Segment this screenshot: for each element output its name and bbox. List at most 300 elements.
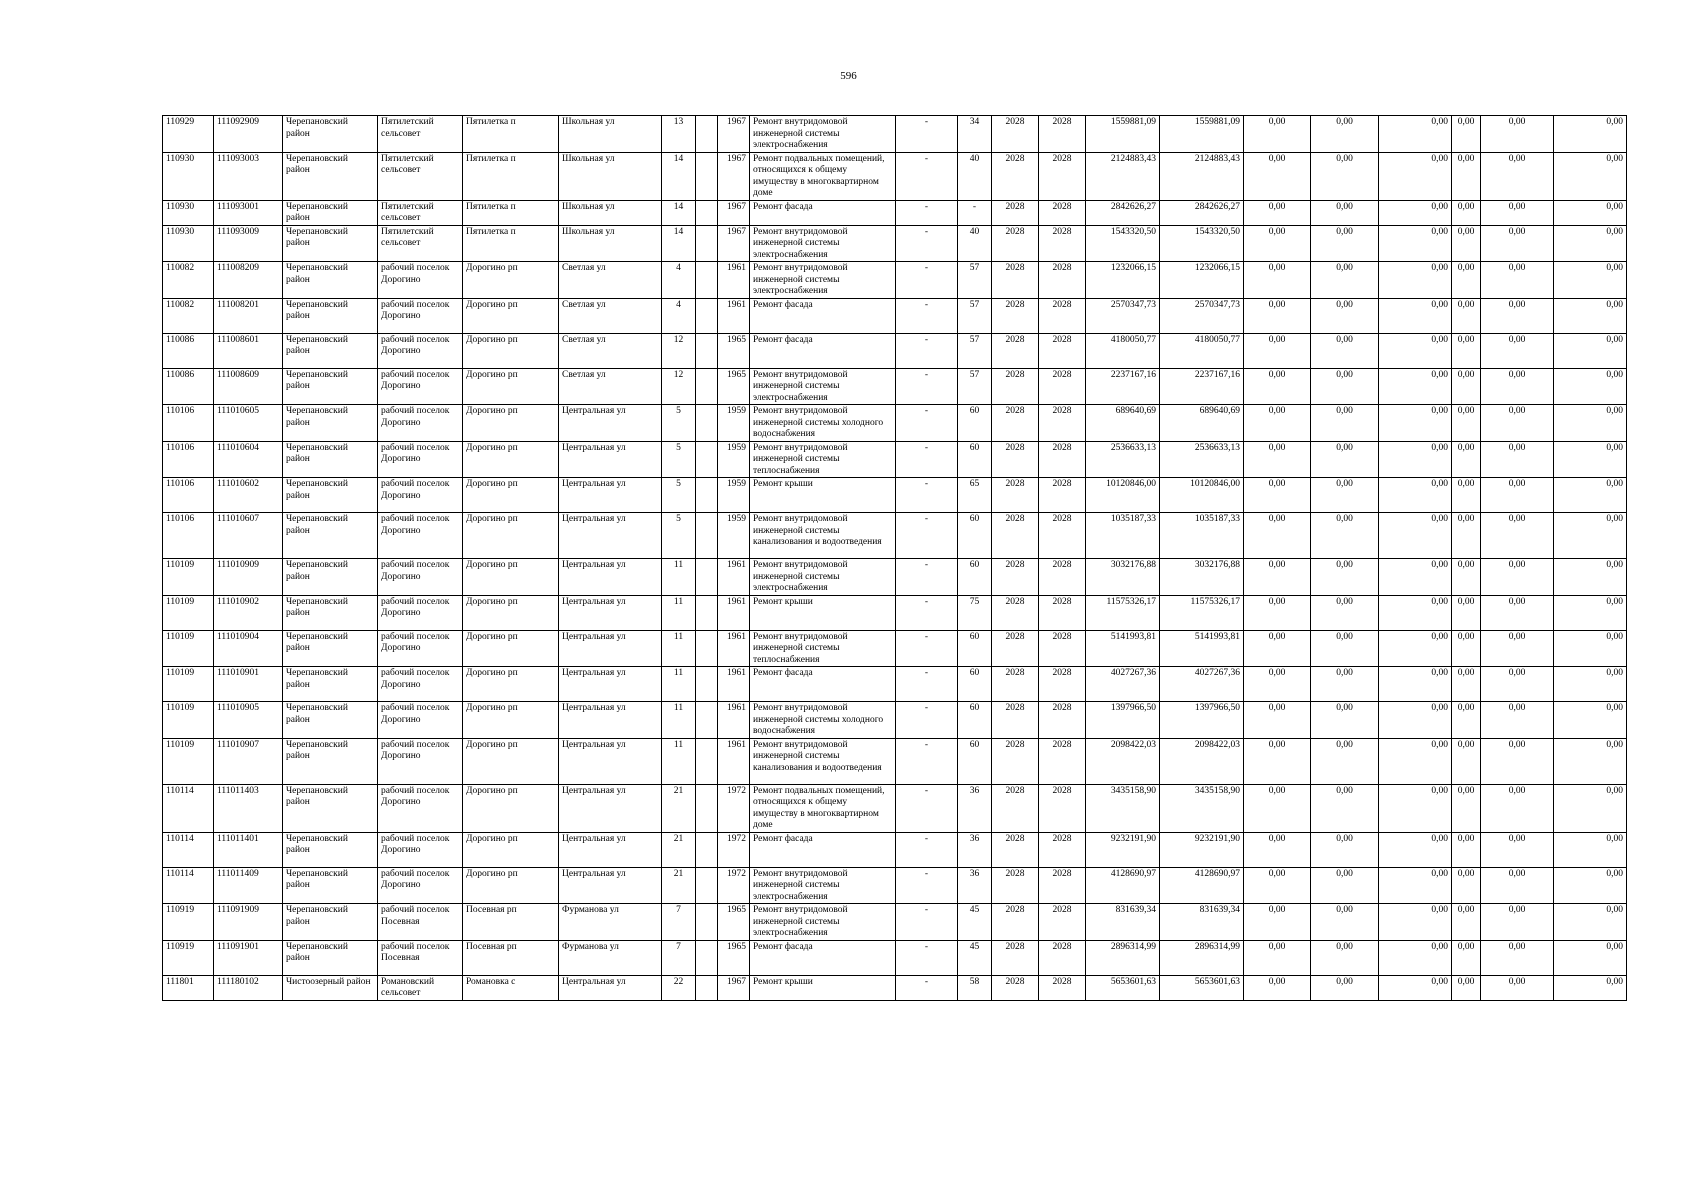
cell-district: Черепановский район: [283, 940, 378, 975]
cell-street: Центральная ул: [559, 784, 662, 832]
cell-settlement: Дорогино рп: [463, 867, 559, 904]
cell-plan-year-end: 2028: [1039, 832, 1086, 867]
cell-cost-fund: 831639,34: [1160, 904, 1244, 941]
cell-cost-regional: 0,00: [1311, 513, 1379, 559]
cell-municipality: Пятилетский сельсовет: [378, 225, 463, 262]
cell-cost-other-2: 0,00: [1554, 940, 1627, 975]
cell-work-type: Ремонт фасада: [750, 940, 896, 975]
cell-cost-regional: 0,00: [1311, 152, 1379, 200]
cell-cost-fund: 2124883,43: [1160, 152, 1244, 200]
cell-cost-other-1: 0,00: [1481, 667, 1554, 702]
cell-element-id: 111010607: [214, 513, 283, 559]
cell-settlement: Дорогино рп: [463, 595, 559, 630]
table-row: [163, 667, 1627, 702]
register-body: [163, 116, 1627, 1001]
cell-house-number: 14: [662, 152, 696, 200]
cell-plan-year-end: 2028: [1039, 478, 1086, 513]
cell-col-dash: -: [896, 200, 958, 225]
cell-element-id: 111008201: [214, 298, 283, 333]
cell-cost-fund: 9232191,90: [1160, 832, 1244, 867]
cell-cost-other-1: 0,00: [1481, 441, 1554, 478]
cell-col-dash: -: [896, 368, 958, 405]
cell-col-dash: -: [896, 152, 958, 200]
cell-district: Черепановский район: [283, 513, 378, 559]
cell-element-id: 111008209: [214, 262, 283, 299]
cell-plan-year-start: 2028: [992, 368, 1039, 405]
cell-build-year: 1967: [718, 200, 750, 225]
cell-object-id: 110109: [163, 667, 214, 702]
cell-municipality: Пятилетский сельсовет: [378, 200, 463, 225]
cell-street: Светлая ул: [559, 368, 662, 405]
cell-col-dash: -: [896, 702, 958, 739]
cell-district: Черепановский район: [283, 595, 378, 630]
cell-plan-year-start: 2028: [992, 333, 1039, 368]
cell-element-id: 111091909: [214, 904, 283, 941]
cell-cost-other-1: 0,00: [1481, 702, 1554, 739]
cell-street: Фурманова ул: [559, 904, 662, 941]
cell-cost-federal: 0,00: [1244, 738, 1311, 784]
cell-work-type: Ремонт внутридомовой инженерной системы электроснабжения: [750, 262, 896, 299]
cell-cost-federal: 0,00: [1244, 559, 1311, 596]
cell-object-id: 110082: [163, 262, 214, 299]
cell-cost-other-2: 0,00: [1554, 975, 1627, 1000]
cell-cost-owners: 0,00: [1452, 405, 1481, 442]
cell-settlement: Посевная рп: [463, 940, 559, 975]
cell-district: Черепановский район: [283, 225, 378, 262]
cell-build-year: 1972: [718, 867, 750, 904]
cell-cost-other-1: 0,00: [1481, 405, 1554, 442]
cell-cost-regional: 0,00: [1311, 784, 1379, 832]
cell-cost-other-2: 0,00: [1554, 738, 1627, 784]
cell-object-id: 110919: [163, 904, 214, 941]
cell-district: Чистоозерный район: [283, 975, 378, 1000]
cell-col-dash: -: [896, 116, 958, 153]
cell-cost-federal: 0,00: [1244, 441, 1311, 478]
cell-municipality: рабочий поселок Дорогино: [378, 333, 463, 368]
cell-work-type: Ремонт внутридомовой инженерной системы электроснабжения: [750, 559, 896, 596]
cell-cost-regional: 0,00: [1311, 832, 1379, 867]
cell-cost-federal: 0,00: [1244, 152, 1311, 200]
cell-municipality: рабочий поселок Посевная: [378, 940, 463, 975]
table-row: [163, 867, 1627, 904]
cell-cost-other-1: 0,00: [1481, 368, 1554, 405]
cell-build-year: 1961: [718, 298, 750, 333]
cell-building: [696, 784, 718, 832]
cell-cost-regional: 0,00: [1311, 595, 1379, 630]
cell-wear-percent: 40: [958, 225, 992, 262]
cell-cost-federal: 0,00: [1244, 867, 1311, 904]
cell-cost-federal: 0,00: [1244, 832, 1311, 867]
cell-wear-percent: 60: [958, 667, 992, 702]
cell-cost-regional: 0,00: [1311, 116, 1379, 153]
cell-work-type: Ремонт внутридомовой инженерной системы электроснабжения: [750, 225, 896, 262]
cell-cost-local: 0,00: [1379, 405, 1452, 442]
cell-build-year: 1967: [718, 116, 750, 153]
cell-cost-other-2: 0,00: [1554, 152, 1627, 200]
cell-plan-year-start: 2028: [992, 595, 1039, 630]
cell-settlement: Дорогино рп: [463, 405, 559, 442]
cell-district: Черепановский район: [283, 738, 378, 784]
cell-build-year: 1959: [718, 405, 750, 442]
cell-object-id: 110114: [163, 832, 214, 867]
cell-cost-other-1: 0,00: [1481, 298, 1554, 333]
cell-cost-other-1: 0,00: [1481, 904, 1554, 941]
cell-street: Центральная ул: [559, 559, 662, 596]
cell-object-id: 111801: [163, 975, 214, 1000]
cell-object-id: 110109: [163, 702, 214, 739]
cell-cost-owners: 0,00: [1452, 116, 1481, 153]
cell-total-cost: 5653601,63: [1086, 975, 1160, 1000]
cell-cost-other-2: 0,00: [1554, 368, 1627, 405]
cell-cost-fund: 5653601,63: [1160, 975, 1244, 1000]
cell-cost-regional: 0,00: [1311, 405, 1379, 442]
cell-cost-owners: 0,00: [1452, 441, 1481, 478]
cell-cost-regional: 0,00: [1311, 559, 1379, 596]
cell-col-dash: -: [896, 738, 958, 784]
cell-work-type: Ремонт фасада: [750, 832, 896, 867]
cell-plan-year-end: 2028: [1039, 559, 1086, 596]
cell-cost-other-2: 0,00: [1554, 200, 1627, 225]
cell-cost-fund: 1232066,15: [1160, 262, 1244, 299]
cell-cost-other-2: 0,00: [1554, 513, 1627, 559]
cell-cost-local: 0,00: [1379, 200, 1452, 225]
cell-total-cost: 2896314,99: [1086, 940, 1160, 975]
cell-plan-year-end: 2028: [1039, 405, 1086, 442]
cell-wear-percent: 75: [958, 595, 992, 630]
cell-cost-fund: 3435158,90: [1160, 784, 1244, 832]
cell-cost-federal: 0,00: [1244, 595, 1311, 630]
cell-object-id: 110106: [163, 405, 214, 442]
cell-work-type: Ремонт фасада: [750, 298, 896, 333]
cell-wear-percent: 57: [958, 298, 992, 333]
cell-street: Центральная ул: [559, 738, 662, 784]
cell-plan-year-start: 2028: [992, 667, 1039, 702]
cell-municipality: рабочий поселок Дорогино: [378, 441, 463, 478]
cell-cost-fund: 4027267,36: [1160, 667, 1244, 702]
cell-col-dash: -: [896, 559, 958, 596]
cell-cost-regional: 0,00: [1311, 262, 1379, 299]
cell-municipality: рабочий поселок Дорогино: [378, 262, 463, 299]
cell-building: [696, 904, 718, 941]
cell-build-year: 1965: [718, 333, 750, 368]
cell-district: Черепановский район: [283, 667, 378, 702]
cell-house-number: 21: [662, 867, 696, 904]
cell-cost-owners: 0,00: [1452, 702, 1481, 739]
cell-cost-fund: 2570347,73: [1160, 298, 1244, 333]
table-row: [163, 904, 1627, 941]
cell-street: Центральная ул: [559, 478, 662, 513]
cell-element-id: 111008601: [214, 333, 283, 368]
cell-cost-federal: 0,00: [1244, 630, 1311, 667]
cell-building: [696, 867, 718, 904]
cell-object-id: 110929: [163, 116, 214, 153]
cell-settlement: Пятилетка п: [463, 116, 559, 153]
cell-cost-local: 0,00: [1379, 784, 1452, 832]
cell-cost-other-1: 0,00: [1481, 867, 1554, 904]
cell-col-dash: -: [896, 262, 958, 299]
cell-element-id: 111092909: [214, 116, 283, 153]
cell-element-id: 111010902: [214, 595, 283, 630]
cell-cost-other-1: 0,00: [1481, 152, 1554, 200]
cell-element-id: 111011401: [214, 832, 283, 867]
cell-plan-year-end: 2028: [1039, 225, 1086, 262]
cell-cost-other-1: 0,00: [1481, 595, 1554, 630]
cell-cost-fund: 2896314,99: [1160, 940, 1244, 975]
cell-street: Школьная ул: [559, 225, 662, 262]
cell-municipality: рабочий поселок Дорогино: [378, 478, 463, 513]
cell-cost-other-1: 0,00: [1481, 478, 1554, 513]
cell-element-id: 111010904: [214, 630, 283, 667]
cell-object-id: 110930: [163, 152, 214, 200]
cell-build-year: 1959: [718, 441, 750, 478]
cell-cost-owners: 0,00: [1452, 298, 1481, 333]
cell-plan-year-start: 2028: [992, 116, 1039, 153]
cell-cost-federal: 0,00: [1244, 405, 1311, 442]
cell-plan-year-start: 2028: [992, 513, 1039, 559]
cell-settlement: Пятилетка п: [463, 152, 559, 200]
cell-municipality: Романовский сельсовет: [378, 975, 463, 1000]
cell-plan-year-end: 2028: [1039, 116, 1086, 153]
table-row: [163, 940, 1627, 975]
cell-plan-year-end: 2028: [1039, 152, 1086, 200]
table-row: [163, 441, 1627, 478]
cell-district: Черепановский район: [283, 262, 378, 299]
cell-settlement: Дорогино рп: [463, 368, 559, 405]
cell-cost-other-2: 0,00: [1554, 904, 1627, 941]
cell-wear-percent: 60: [958, 559, 992, 596]
cell-work-type: Ремонт внутридомовой инженерной системы электроснабжения: [750, 116, 896, 153]
cell-col-dash: -: [896, 405, 958, 442]
cell-settlement: Дорогино рп: [463, 738, 559, 784]
cell-district: Черепановский район: [283, 630, 378, 667]
cell-street: Центральная ул: [559, 441, 662, 478]
cell-district: Черепановский район: [283, 702, 378, 739]
cell-cost-other-2: 0,00: [1554, 867, 1627, 904]
cell-municipality: рабочий поселок Дорогино: [378, 867, 463, 904]
cell-total-cost: 2124883,43: [1086, 152, 1160, 200]
cell-street: Фурманова ул: [559, 940, 662, 975]
cell-plan-year-start: 2028: [992, 441, 1039, 478]
cell-house-number: 7: [662, 904, 696, 941]
cell-col-dash: -: [896, 940, 958, 975]
cell-cost-owners: 0,00: [1452, 867, 1481, 904]
cell-cost-regional: 0,00: [1311, 940, 1379, 975]
cell-total-cost: 4180050,77: [1086, 333, 1160, 368]
cell-wear-percent: 57: [958, 333, 992, 368]
cell-cost-owners: 0,00: [1452, 667, 1481, 702]
cell-work-type: Ремонт фасада: [750, 667, 896, 702]
cell-wear-percent: 45: [958, 904, 992, 941]
cell-plan-year-end: 2028: [1039, 975, 1086, 1000]
cell-settlement: Дорогино рп: [463, 702, 559, 739]
cell-cost-fund: 3032176,88: [1160, 559, 1244, 596]
table-row: [163, 333, 1627, 368]
cell-cost-federal: 0,00: [1244, 225, 1311, 262]
table-row: [163, 152, 1627, 200]
cell-plan-year-end: 2028: [1039, 940, 1086, 975]
cell-plan-year-end: 2028: [1039, 867, 1086, 904]
cell-cost-other-2: 0,00: [1554, 832, 1627, 867]
cell-cost-owners: 0,00: [1452, 333, 1481, 368]
cell-object-id: 110109: [163, 630, 214, 667]
cell-settlement: Дорогино рп: [463, 784, 559, 832]
cell-cost-other-2: 0,00: [1554, 559, 1627, 596]
cell-element-id: 111008609: [214, 368, 283, 405]
cell-element-id: 111093009: [214, 225, 283, 262]
cell-cost-fund: 2536633,13: [1160, 441, 1244, 478]
cell-total-cost: 3032176,88: [1086, 559, 1160, 596]
cell-wear-percent: 60: [958, 630, 992, 667]
cell-cost-federal: 0,00: [1244, 702, 1311, 739]
table-row: [163, 595, 1627, 630]
cell-building: [696, 298, 718, 333]
cell-district: Черепановский район: [283, 200, 378, 225]
cell-district: Черепановский район: [283, 784, 378, 832]
cell-municipality: рабочий поселок Дорогино: [378, 595, 463, 630]
cell-cost-federal: 0,00: [1244, 298, 1311, 333]
cell-house-number: 12: [662, 368, 696, 405]
cell-building: [696, 152, 718, 200]
cell-plan-year-end: 2028: [1039, 368, 1086, 405]
cell-col-dash: -: [896, 225, 958, 262]
cell-cost-local: 0,00: [1379, 867, 1452, 904]
cell-house-number: 5: [662, 405, 696, 442]
table-row: [163, 298, 1627, 333]
cell-settlement: Дорогино рп: [463, 333, 559, 368]
cell-cost-owners: 0,00: [1452, 975, 1481, 1000]
table-row: [163, 784, 1627, 832]
cell-work-type: Ремонт внутридомовой инженерной системы теплоснабжения: [750, 441, 896, 478]
cell-building: [696, 262, 718, 299]
cell-street: Центральная ул: [559, 667, 662, 702]
cell-settlement: Пятилетка п: [463, 200, 559, 225]
cell-cost-local: 0,00: [1379, 832, 1452, 867]
cell-cost-local: 0,00: [1379, 116, 1452, 153]
cell-col-dash: -: [896, 832, 958, 867]
cell-wear-percent: 45: [958, 940, 992, 975]
cell-house-number: 5: [662, 478, 696, 513]
cell-build-year: 1965: [718, 904, 750, 941]
cell-object-id: 110106: [163, 513, 214, 559]
cell-cost-fund: 1543320,50: [1160, 225, 1244, 262]
cell-cost-other-2: 0,00: [1554, 262, 1627, 299]
cell-total-cost: 1397966,50: [1086, 702, 1160, 739]
cell-settlement: Посевная рп: [463, 904, 559, 941]
cell-cost-local: 0,00: [1379, 559, 1452, 596]
cell-house-number: 4: [662, 262, 696, 299]
cell-building: [696, 225, 718, 262]
table-row: [163, 559, 1627, 596]
cell-cost-fund: 4180050,77: [1160, 333, 1244, 368]
cell-cost-other-1: 0,00: [1481, 975, 1554, 1000]
cell-cost-federal: 0,00: [1244, 333, 1311, 368]
cell-work-type: Ремонт крыши: [750, 975, 896, 1000]
cell-plan-year-end: 2028: [1039, 595, 1086, 630]
cell-district: Черепановский район: [283, 559, 378, 596]
cell-plan-year-start: 2028: [992, 940, 1039, 975]
cell-street: Светлая ул: [559, 298, 662, 333]
cell-wear-percent: 58: [958, 975, 992, 1000]
cell-cost-other-2: 0,00: [1554, 595, 1627, 630]
cell-house-number: 7: [662, 940, 696, 975]
cell-district: Черепановский район: [283, 405, 378, 442]
cell-cost-fund: 2842626,27: [1160, 200, 1244, 225]
cell-building: [696, 975, 718, 1000]
cell-district: Черепановский район: [283, 904, 378, 941]
cell-cost-owners: 0,00: [1452, 478, 1481, 513]
cell-building: [696, 595, 718, 630]
cell-col-dash: -: [896, 867, 958, 904]
cell-wear-percent: 40: [958, 152, 992, 200]
cell-building: [696, 630, 718, 667]
cell-wear-percent: 34: [958, 116, 992, 153]
cell-cost-fund: 1559881,09: [1160, 116, 1244, 153]
cell-plan-year-end: 2028: [1039, 513, 1086, 559]
cell-building: [696, 559, 718, 596]
cell-house-number: 12: [662, 333, 696, 368]
cell-cost-fund: 1397966,50: [1160, 702, 1244, 739]
cell-wear-percent: 36: [958, 832, 992, 867]
cell-build-year: 1967: [718, 225, 750, 262]
cell-cost-federal: 0,00: [1244, 784, 1311, 832]
cell-cost-local: 0,00: [1379, 368, 1452, 405]
cell-cost-local: 0,00: [1379, 152, 1452, 200]
cell-cost-owners: 0,00: [1452, 595, 1481, 630]
cell-house-number: 11: [662, 738, 696, 784]
cell-plan-year-end: 2028: [1039, 262, 1086, 299]
cell-municipality: рабочий поселок Дорогино: [378, 559, 463, 596]
cell-cost-local: 0,00: [1379, 738, 1452, 784]
cell-element-id: 111180102: [214, 975, 283, 1000]
cell-total-cost: 4027267,36: [1086, 667, 1160, 702]
cell-cost-owners: 0,00: [1452, 513, 1481, 559]
cell-build-year: 1972: [718, 784, 750, 832]
cell-cost-federal: 0,00: [1244, 904, 1311, 941]
cell-object-id: 110106: [163, 478, 214, 513]
cell-district: Черепановский район: [283, 298, 378, 333]
cell-work-type: Ремонт крыши: [750, 478, 896, 513]
register-table: [162, 115, 1627, 1001]
table-row: [163, 738, 1627, 784]
cell-plan-year-end: 2028: [1039, 630, 1086, 667]
cell-municipality: Пятилетский сельсовет: [378, 152, 463, 200]
cell-element-id: 111010605: [214, 405, 283, 442]
cell-cost-other-2: 0,00: [1554, 702, 1627, 739]
cell-cost-owners: 0,00: [1452, 225, 1481, 262]
cell-house-number: 11: [662, 595, 696, 630]
cell-work-type: Ремонт фасада: [750, 333, 896, 368]
cell-building: [696, 116, 718, 153]
table-row: [163, 630, 1627, 667]
cell-cost-regional: 0,00: [1311, 441, 1379, 478]
cell-element-id: 111010909: [214, 559, 283, 596]
cell-total-cost: 2842626,27: [1086, 200, 1160, 225]
cell-plan-year-end: 2028: [1039, 441, 1086, 478]
cell-street: Школьная ул: [559, 116, 662, 153]
cell-cost-other-1: 0,00: [1481, 513, 1554, 559]
cell-cost-other-2: 0,00: [1554, 225, 1627, 262]
cell-cost-other-2: 0,00: [1554, 298, 1627, 333]
cell-cost-regional: 0,00: [1311, 630, 1379, 667]
page-number: 596: [840, 70, 857, 82]
cell-plan-year-end: 2028: [1039, 298, 1086, 333]
cell-col-dash: -: [896, 595, 958, 630]
cell-municipality: рабочий поселок Дорогино: [378, 702, 463, 739]
table-row: [163, 225, 1627, 262]
cell-municipality: Пятилетский сельсовет: [378, 116, 463, 153]
cell-plan-year-start: 2028: [992, 738, 1039, 784]
cell-plan-year-start: 2028: [992, 784, 1039, 832]
